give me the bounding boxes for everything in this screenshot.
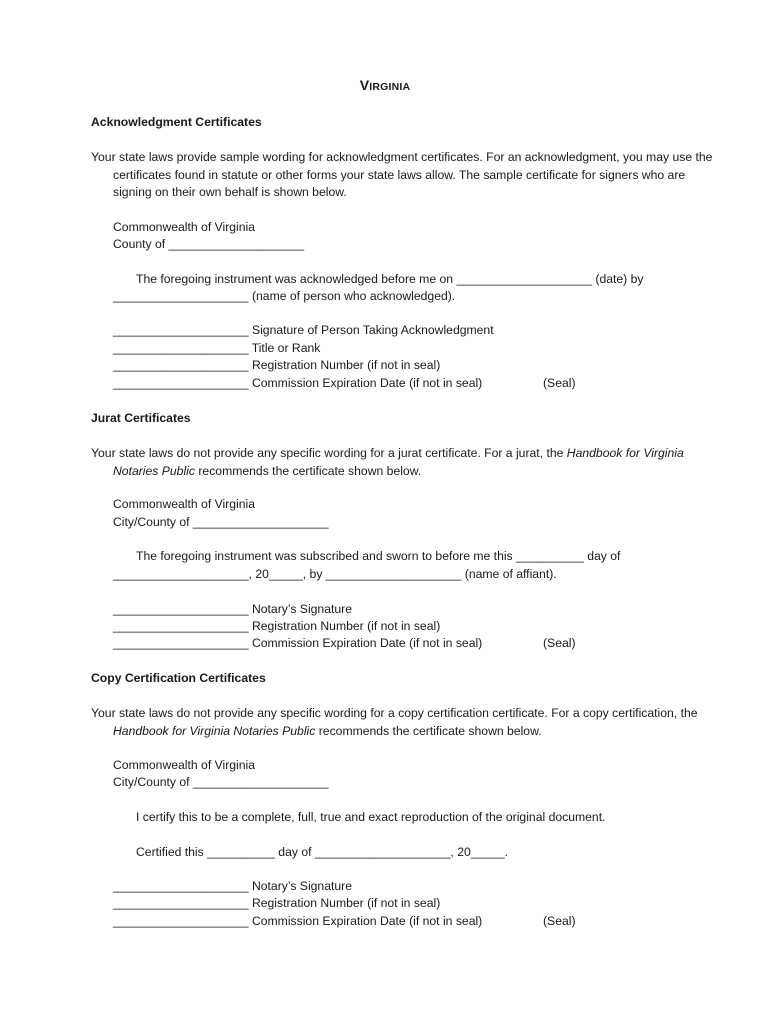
- jurat-expiration-line: ____________________ Commission Expiration Date (if not in seal): [113, 636, 483, 650]
- jurat-intro-handbook: Handbook for Virginia Notaries Public: [113, 446, 684, 478]
- copy-intro: [91, 705, 713, 740]
- acknowledgment-signature-line: ____________________ Signature of Person Taking Acknowledgment: [113, 323, 494, 337]
- acknowledgment-body-line-1: The foregoing instrument was acknowledged before me on ____________________ (date) by: [136, 272, 644, 286]
- acknowledgment-seal: (Seal): [543, 376, 576, 390]
- jurat-intro-text-2: recommends the certificate shown below.: [194, 463, 422, 478]
- acknowledgment-expiration-line: ____________________ Commission Expiration Date (if not in seal): [113, 376, 483, 390]
- copy-venue-county: City/County of ____________________: [113, 775, 329, 789]
- jurat-body-line-2: ____________________, 20_____, by ____________________ (name of affiant).: [113, 567, 557, 581]
- page-title: [0, 77, 770, 93]
- copy-intro-text-2: recommends the certificate shown below.: [315, 723, 542, 738]
- jurat-venue-state: Commonwealth of Virginia: [113, 497, 256, 511]
- jurat-body-line-1: The foregoing instrument was subscribed and sworn to before me this __________ day of: [136, 549, 621, 563]
- copy-body-line-2: Certified this __________ day of ____________________, 20_____.: [136, 845, 509, 859]
- page-title-rest: IRGINIA: [369, 81, 411, 93]
- copy-intro-handbook: Handbook for Virginia Notaries Public: [113, 723, 316, 738]
- jurat-seal: (Seal): [543, 636, 576, 650]
- acknowledgment-venue-county: County of ____________________: [113, 237, 305, 251]
- acknowledgment-body-line-2: ____________________ (name of person who acknowledged).: [113, 289, 456, 303]
- copy-body-line-1: I certify this to be a complete, full, true and exact reproduction of the original document.: [136, 810, 606, 824]
- jurat-heading: Jurat Certificates: [91, 411, 191, 425]
- acknowledgment-heading: Acknowledgment Certificates: [91, 115, 262, 129]
- copy-venue-state: Commonwealth of Virginia: [113, 758, 256, 772]
- acknowledgment-intro: Your state laws provide sample wording for acknowledgment certificates. For an acknowledgment, you may use the certificates found in statute or other forms your state laws allow. The sample certificate for signers who are signing on their own behalf is shown below.: [91, 150, 713, 199]
- copy-heading: Copy Certification Certificates: [91, 671, 266, 685]
- acknowledgment-registration-line: ____________________ Registration Number (if not in seal): [113, 358, 441, 372]
- jurat-registration-line: ____________________ Registration Number (if not in seal): [113, 619, 441, 633]
- jurat-intro: [91, 445, 713, 480]
- copy-signature-line: ____________________ Notary’s Signature: [113, 879, 352, 893]
- jurat-intro-text-1: Your state laws do not provide any specific wording for a jurat certificate. For a jurat, the: [91, 446, 567, 460]
- jurat-signature-line: ____________________ Notary’s Signature: [113, 602, 352, 616]
- jurat-venue-county: City/County of ____________________: [113, 515, 329, 529]
- copy-registration-line: ____________________ Registration Number (if not in seal): [113, 896, 441, 910]
- copy-intro-text-1: Your state laws do not provide any specific wording for a copy certification certificate. For a copy certification, the: [91, 706, 698, 720]
- copy-seal: (Seal): [543, 914, 576, 928]
- page-title-initial: V: [359, 77, 370, 93]
- acknowledgment-venue-state: Commonwealth of Virginia: [113, 220, 256, 234]
- acknowledgment-title-line: ____________________ Title or Rank: [113, 341, 321, 355]
- copy-expiration-line: ____________________ Commission Expiration Date (if not in seal): [113, 914, 483, 928]
